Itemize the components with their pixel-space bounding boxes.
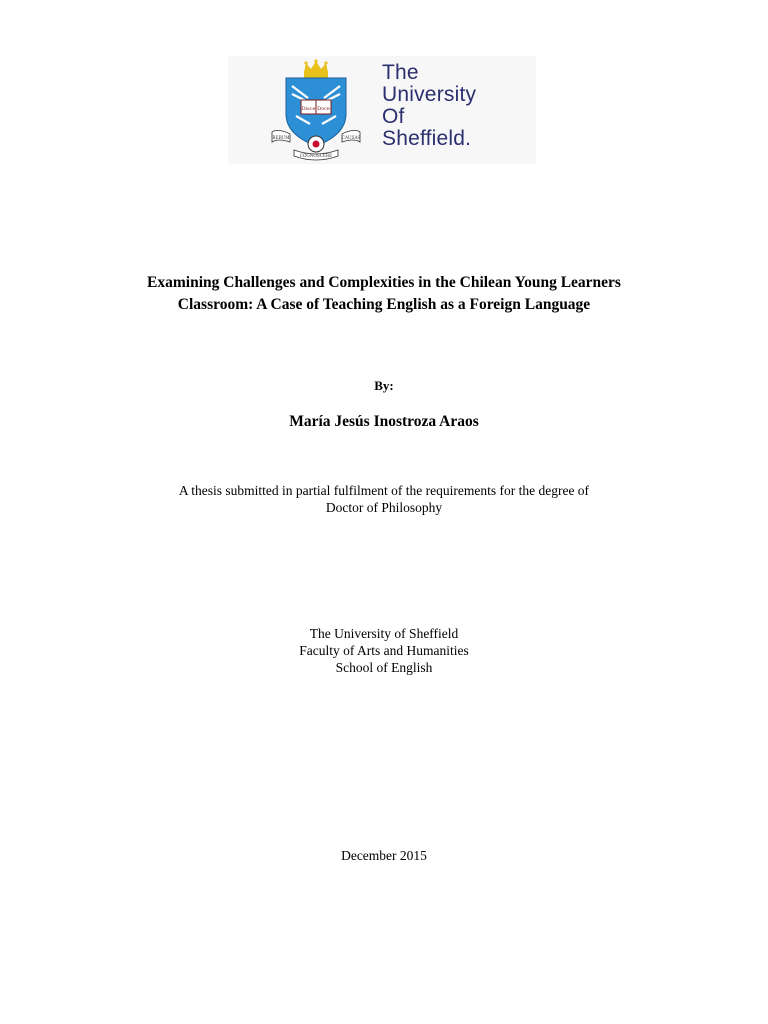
by-label: By: bbox=[374, 378, 394, 393]
wordmark-line: Sheffield. bbox=[382, 127, 472, 150]
svg-text:COGNOSCERE: COGNOSCERE bbox=[299, 153, 333, 158]
wordmark-line: Of bbox=[382, 105, 405, 128]
author-name: María Jesús Inostroza Araos bbox=[289, 413, 479, 430]
rose-icon bbox=[308, 136, 324, 152]
university-name: The University of Sheffield bbox=[309, 626, 459, 641]
school-name: School of English bbox=[335, 660, 433, 675]
thesis-title bbox=[0, 272, 768, 316]
wordmark-line: University bbox=[382, 83, 477, 106]
svg-text:CAUSAS: CAUSAS bbox=[341, 135, 361, 140]
university-wordmark bbox=[382, 62, 476, 150]
university-crest-icon bbox=[268, 58, 364, 162]
book-icon bbox=[301, 100, 331, 114]
degree-statement-line: A thesis submitted in partial fulfilment of the requirements for the degree of bbox=[178, 483, 590, 498]
thesis-title-line: Examining Challenges and Complexities in the Chilean Young Learners bbox=[147, 274, 621, 291]
thesis-title-line: Classroom: A Case of Teaching English as a Foreign Language bbox=[177, 296, 591, 313]
svg-text:RERUM: RERUM bbox=[272, 135, 290, 140]
degree-statement bbox=[0, 482, 768, 516]
affiliation-block bbox=[0, 625, 768, 676]
wordmark-line: The bbox=[382, 61, 419, 84]
faculty-name: Faculty of Arts and Humanities bbox=[299, 643, 469, 658]
university-logo bbox=[228, 56, 536, 164]
svg-text:Doce: Doce bbox=[317, 106, 330, 112]
svg-text:Disce: Disce bbox=[301, 106, 316, 112]
crown-icon bbox=[304, 59, 328, 78]
submission-date: December 2015 bbox=[341, 848, 427, 863]
degree-name: Doctor of Philosophy bbox=[325, 500, 443, 515]
